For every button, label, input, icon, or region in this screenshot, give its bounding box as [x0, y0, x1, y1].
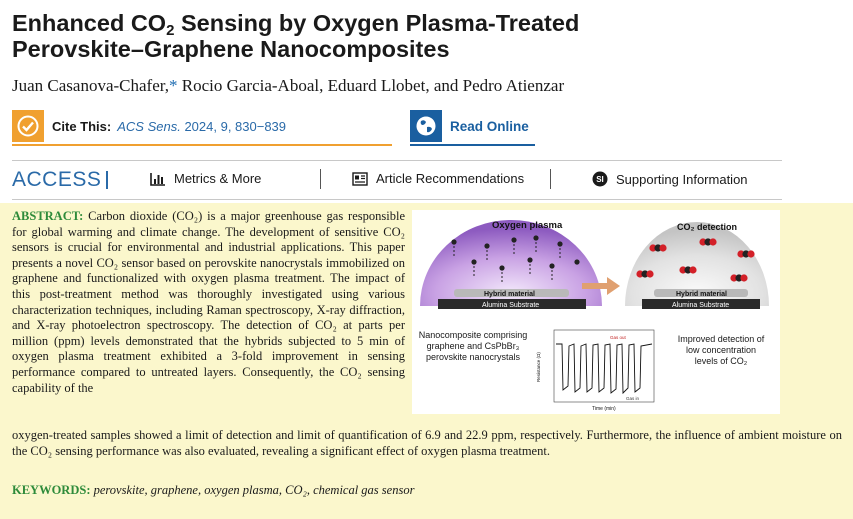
access-divider	[106, 171, 108, 189]
author-names: Rocio Garcia-Aboal, Eduard Llobet, and Pedro Atienzar	[177, 76, 565, 95]
abstract-text	[12, 209, 405, 396]
hybrid-label: Hybrid material	[676, 291, 727, 298]
title-part: Sensing by Oxygen Plasma-Treated Perovskite–Graphene Nanocomposites	[12, 10, 580, 62]
toc-graphic	[412, 210, 780, 414]
gas-in-label: Gas in	[626, 396, 640, 401]
metrics-link[interactable]	[150, 171, 261, 186]
caption-line: Improved detection of	[677, 334, 765, 344]
plot-x-label: Time (min)	[592, 406, 616, 412]
globe-icon	[410, 110, 442, 142]
caption-line: graphene and CsPbBr₃	[426, 341, 520, 351]
recommendations-label: Article Recommendations	[376, 171, 525, 186]
read-online-button[interactable]	[410, 108, 535, 146]
citation-reference[interactable]	[117, 119, 286, 134]
keywords	[12, 483, 414, 498]
caption-line: perovskite nanocrystals	[425, 352, 521, 362]
substrate-label: Alumina Substrate	[482, 302, 540, 309]
toc-illustration	[412, 210, 780, 414]
title-subscript: 2	[166, 22, 175, 39]
caption-line: low concentration	[685, 345, 757, 355]
toc-left-title: Oxygen plasma	[492, 220, 563, 231]
access-bar	[12, 160, 782, 200]
abstract-body: Carbon dioxide (CO₂) is a major greenhouse gas responsible for global warming and climate change. The development of sensitive CO₂ sensors is crucial for environmental and industrial applications. This paper presents a novel CO₂ sensor based on perovskite nanocrystals immobilized on graphene and functionalized with oxygen plasma treatment. The impact of this post-treatment method was thoroughly investigated using various characterization techniques, including Raman spectroscopy, X-ray diffraction, and X-ray photoelectron spectroscopy. The detection of CO₂ at parts per million (ppm) levels demonstrated that the hybrids subjected to 5 min of oxygen plasma treatment exhibited a 3-fold improvement in sensing performance compared to untreated layers. Consequently, the CO₂ sensing capability of the	[12, 209, 405, 395]
cite-this-button[interactable]	[12, 108, 392, 146]
author-name: Juan Casanova-Chafer,	[12, 76, 169, 95]
corresponding-author-mark[interactable]: *	[168, 76, 178, 95]
si-icon	[592, 171, 608, 187]
nav-divider	[550, 169, 551, 189]
abstract-body-continued: oxygen-treated samples showed a limit of detection and limit of quantification of 6.9 and 22.9 ppm, respectively. Furthermore, the influence of ambient moisture on the CO₂ sensing performance was also evaluated, revealing a significant effect of oxygen plasma treatment.	[12, 428, 842, 458]
supporting-information-link[interactable]	[592, 171, 748, 187]
plot-y-label: Resistance (Ω)	[536, 352, 541, 382]
keywords-list: perovskite, graphene, oxygen plasma, CO₂, chemical gas sensor	[90, 483, 415, 497]
toc-caption-right	[664, 334, 778, 367]
sensor-response-plot	[536, 330, 654, 412]
svg-text:SI: SI	[596, 175, 604, 184]
supporting-label: Supporting Information	[616, 171, 748, 187]
toc-caption-left	[414, 330, 532, 363]
toc-right-title: CO₂ detection	[677, 222, 738, 232]
substrate-label: Alumina Substrate	[672, 302, 730, 309]
citation-details: 2024, 9, 830−839	[180, 118, 287, 134]
document-icon	[352, 172, 368, 186]
check-badge-icon	[12, 110, 44, 142]
metrics-label: Metrics & More	[174, 171, 262, 186]
paper-title	[12, 10, 652, 62]
caption-line: Nanocomposite comprising	[418, 330, 528, 340]
article-recommendations-link[interactable]	[352, 171, 524, 186]
bar-chart-icon	[150, 172, 166, 186]
journal-name: ACS Sens.	[117, 118, 181, 134]
cite-label: Cite This:	[52, 118, 112, 134]
author-list	[12, 76, 564, 96]
read-online-label: Read Online	[450, 118, 529, 134]
hybrid-label: Hybrid material	[484, 291, 535, 298]
gas-out-label: Gas out	[610, 335, 626, 340]
caption-line: levels of CO₂	[694, 356, 748, 366]
abstract-label: ABSTRACT:	[12, 209, 84, 223]
nav-divider	[320, 169, 321, 189]
title-part: Enhanced CO	[12, 10, 167, 36]
keywords-label: KEYWORDS:	[12, 483, 91, 497]
access-label: ACCESS	[12, 168, 102, 191]
